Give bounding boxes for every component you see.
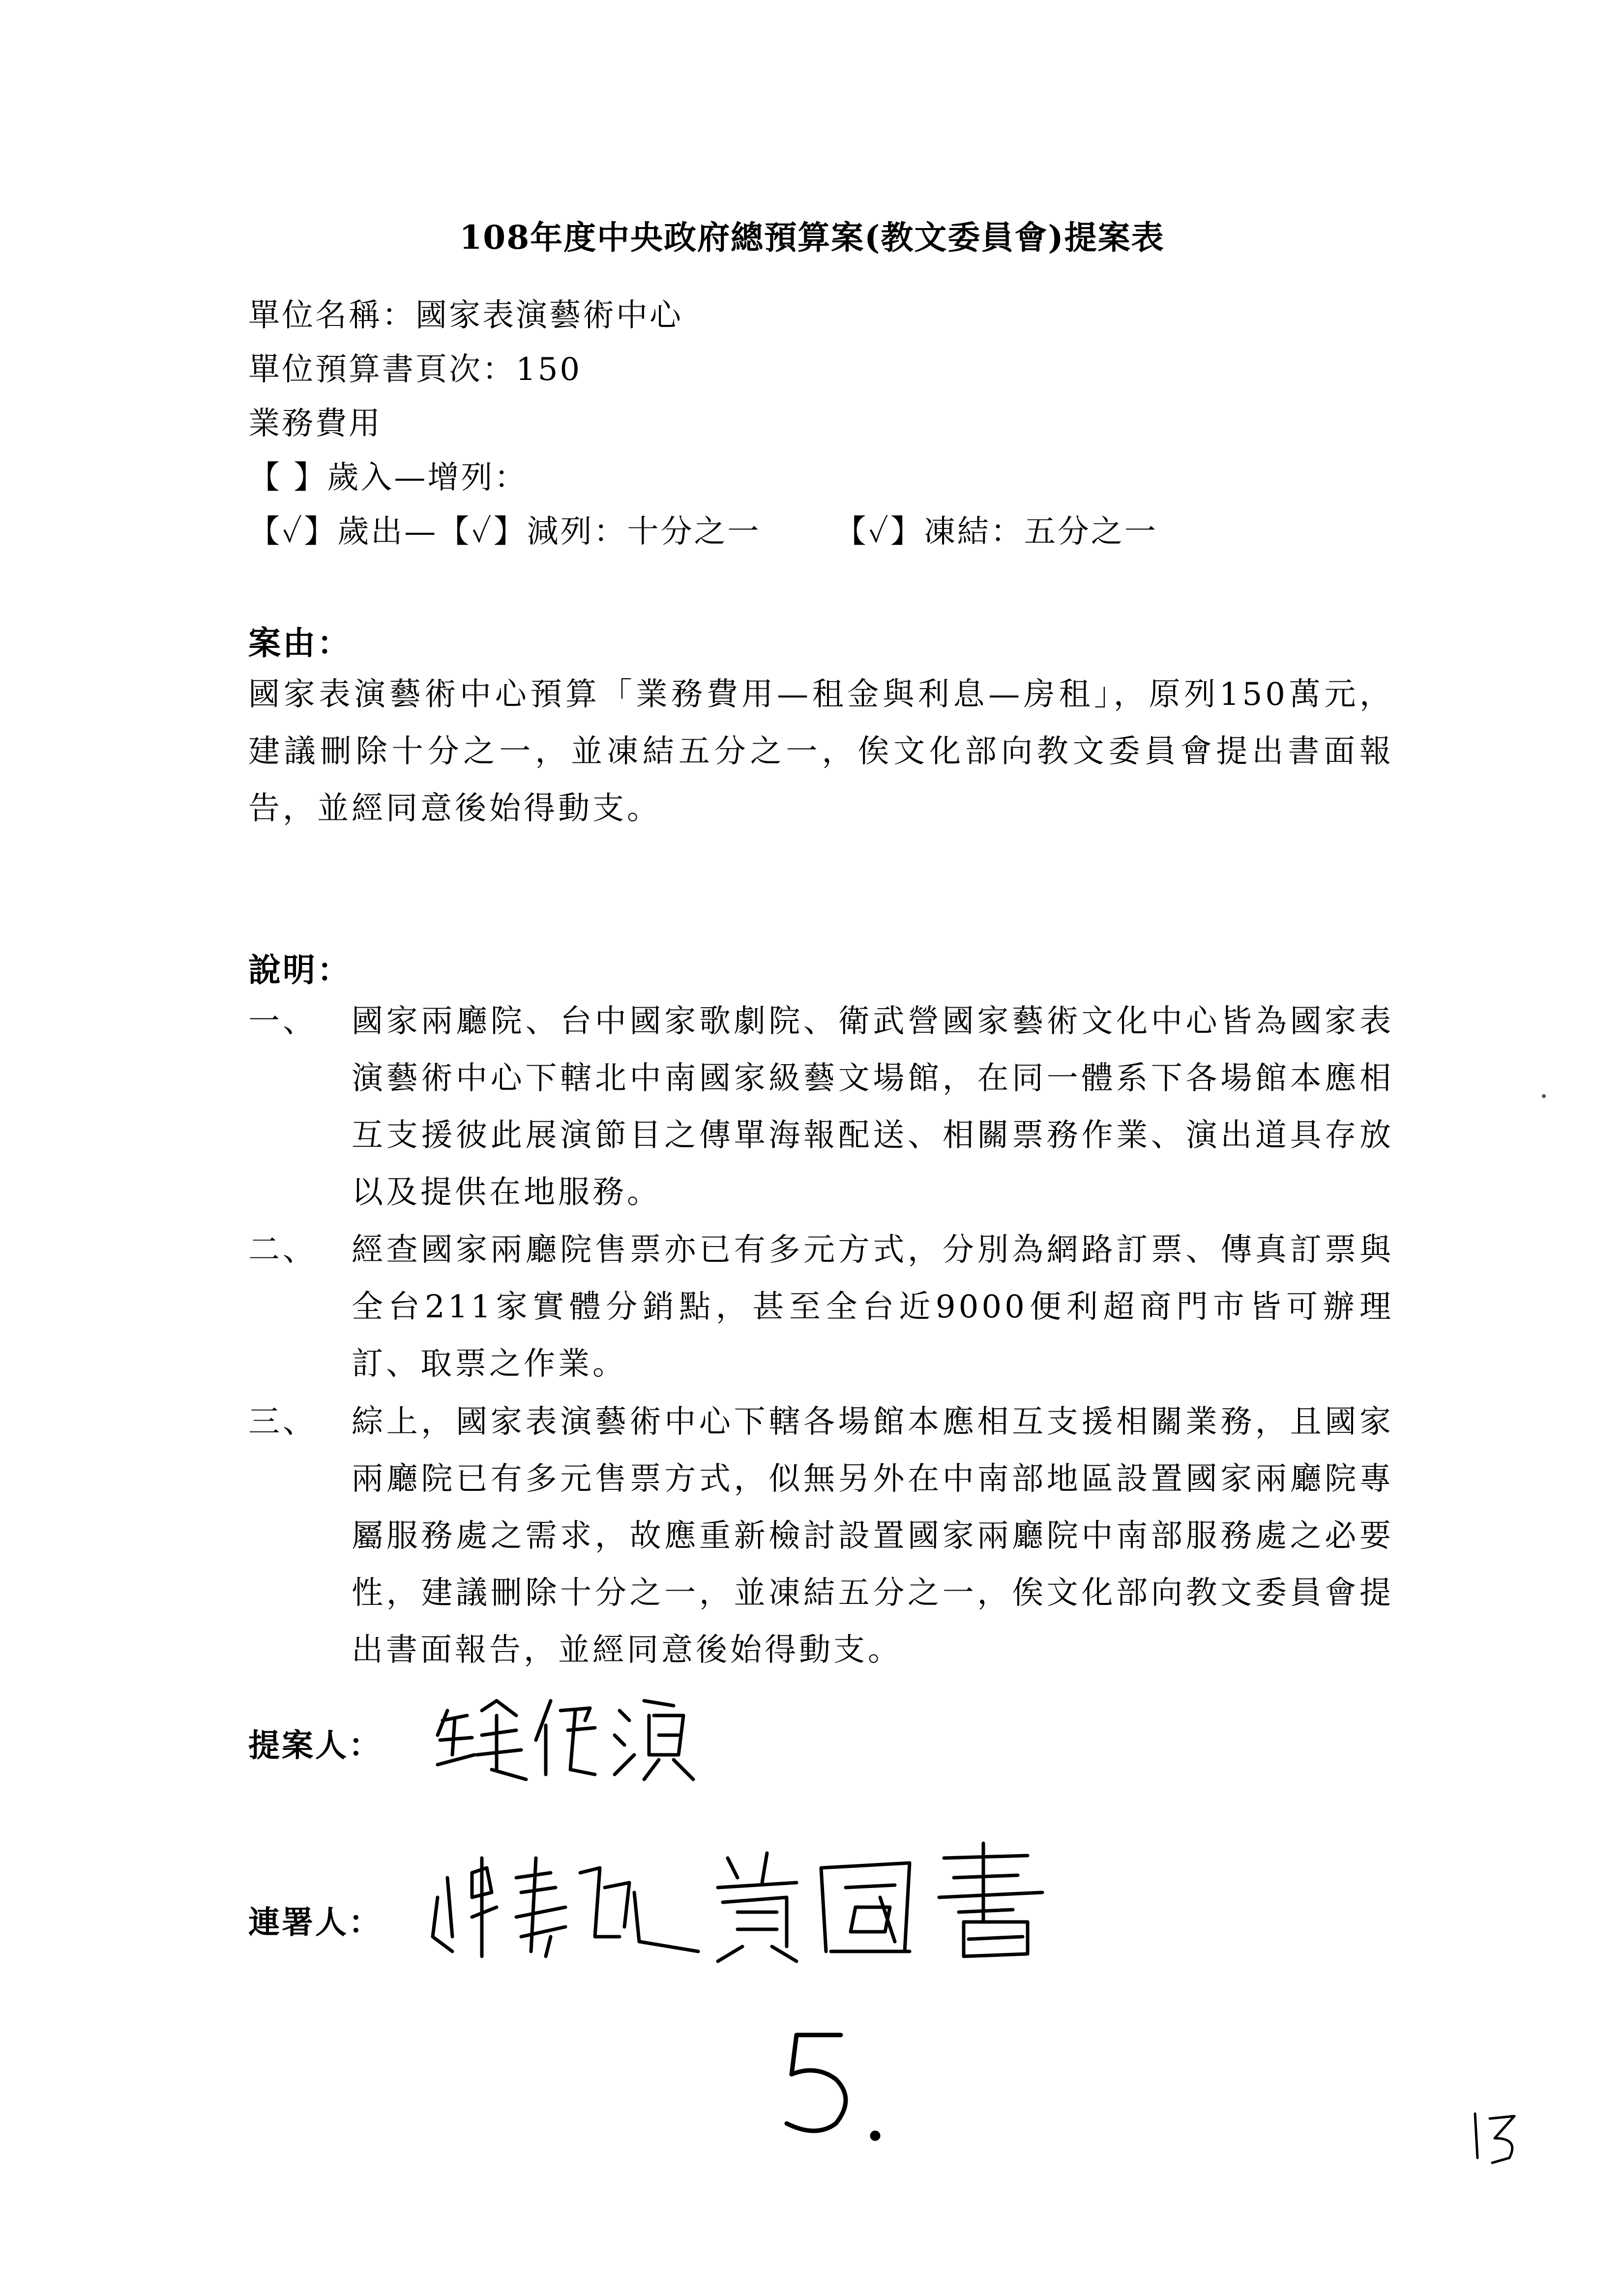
proposer-signature	[428, 1681, 733, 1789]
reduce-label: 減列：十分之一	[527, 514, 761, 550]
category-line: 業務費用	[248, 406, 382, 442]
explanation-text: 國家兩廳院、台中國家歌劇院、衛武營國家藝術文化中心皆為國家表演藝術中心下轄北中南國家級藝文場館，在同一體系下各場館本應相互支援彼此展演節目之傳單海報配送、相關票務作業、演出道具存放以及提供在地服務。	[352, 1003, 1394, 1211]
explanation-heading: 說明：	[248, 951, 352, 989]
explanation-number: 三、	[248, 1404, 317, 1440]
expenditure-label: 歲出—	[337, 514, 438, 550]
reason-heading: 案由：	[248, 624, 352, 662]
unit-name-line: 單位名稱：國家表演藝術中心	[248, 297, 683, 334]
expenditure-line	[248, 506, 1158, 552]
budget-page-line: 單位預算書頁次：150	[248, 351, 582, 388]
speck	[1539, 1091, 1549, 1101]
check-mark-icon: ✓	[471, 514, 494, 550]
explanation-text: 經查國家兩廳院售票亦已有多元方式，分別為網路訂票、傳真訂票與全台211家實體分銷點，甚至全台近9000便利超商門市皆可辦理訂、取票之作業。	[352, 1232, 1394, 1382]
cosigner-label: 連署人：	[248, 1904, 382, 1941]
freeze-label: 凍結：五分之一	[923, 514, 1158, 550]
check-mark-icon: ✓	[868, 514, 890, 550]
expenditure-checkbox: 【✓】	[248, 514, 338, 550]
cosigner-signatures	[423, 1838, 1072, 1966]
reduce-checkbox: 【✓】	[438, 514, 527, 550]
freeze-checkbox: 【✓】	[834, 514, 924, 550]
handwritten-number	[777, 2025, 895, 2153]
proposer-label: 提案人：	[248, 1727, 382, 1764]
explanation-number: 二、	[248, 1232, 317, 1268]
check-mark-icon: ✓	[282, 514, 304, 550]
revenue-line: 【 】歲入—增列：	[248, 460, 528, 496]
explanation-number: 一、	[248, 1003, 317, 1040]
reason-text: 國家表演藝術中心預算「業務費用—租金與利息—房租」，原列150萬元，建議刪除十分之一，並凍結五分之一，俟文化部向教文委員會提出書面報告，並經同意後始得動支。	[248, 676, 1394, 827]
explanation-text: 綜上，國家表演藝術中心下轄各場館本應相互支援相關業務，且國家兩廳院已有多元售票方式，似無另外在中南部地區設置國家兩廳院專屬服務處之需求，故應重新檢討設置國家兩廳院中南部服務處之必要性，建議刪除十分之一，並凍結五分之一，俟文化部向教文委員會提出書面報告，並經同意後始得動支。	[352, 1404, 1394, 1668]
document-title: 108年度中央政府總預算案(教文委員會)提案表	[459, 218, 1165, 257]
page-mark	[1465, 2104, 1529, 2173]
